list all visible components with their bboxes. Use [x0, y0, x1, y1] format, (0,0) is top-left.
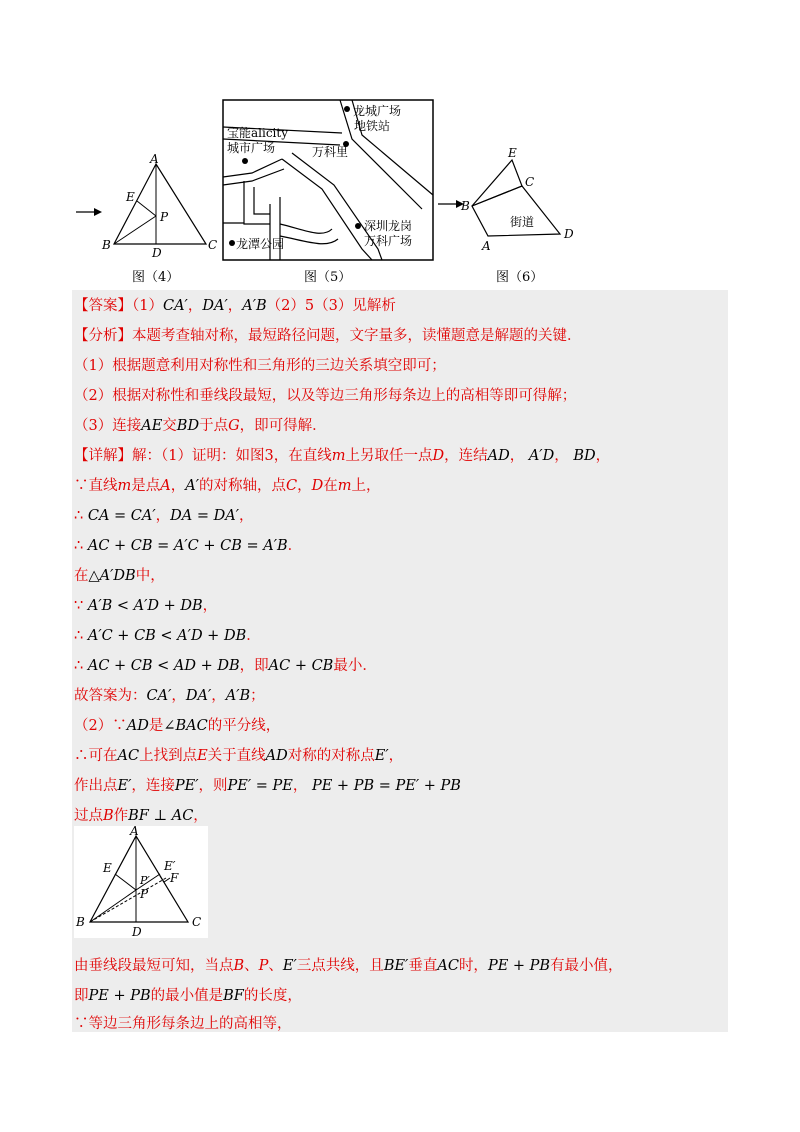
fig6-label-street: 街道 — [510, 215, 535, 229]
map-label-longcheng: 龙城广场 — [353, 104, 402, 118]
ineq-line-3: ∴ AC + CB < AD + DB，即AC + CB最小． — [74, 658, 377, 674]
hint-3: （3）连接AE交BD于点G，即可得解． — [74, 418, 327, 434]
fig4-label-a: A — [150, 152, 159, 166]
map-label-vanke-li: 万科里 — [312, 145, 349, 159]
fig7-label-f: F — [170, 871, 179, 885]
fig6-label-b: B — [461, 199, 470, 213]
answer-tag: 【答案】 — [74, 298, 132, 314]
fig6-label-a: A — [482, 239, 491, 253]
fig4-label-e: E — [126, 190, 135, 204]
fig7-label-d: D — [132, 925, 142, 939]
fig4-caption: 图（4） — [132, 270, 180, 285]
triangle-line: 在△A′DB中， — [74, 568, 165, 584]
fig7-label-p: P — [140, 887, 149, 901]
fig4-label-c: C — [208, 238, 218, 252]
figure-6-quad — [462, 146, 592, 258]
eq-line-2: ∴ AC + CB = A′C + CB = A′B． — [74, 538, 303, 554]
analysis-tag: 【分析】 — [74, 328, 132, 344]
part2-line-2: ∴可在AC上找到点E关于直线AD对称的对称点E′， — [74, 748, 404, 764]
fig7-label-a: A — [130, 824, 139, 838]
fig7-label-e: E — [103, 861, 112, 875]
figure-5-map — [222, 99, 434, 261]
fig4-label-b: B — [102, 238, 111, 252]
fig4-label-p: P — [160, 210, 169, 224]
fig7-label-c: C — [192, 915, 202, 929]
hint-2: （2）根据对称性和垂线段最短，以及等边三角形每条边上的高相等即可得解； — [74, 388, 577, 404]
fig4-label-d: D — [152, 246, 162, 260]
because-line-1: ∵直线m是点A，A′的对称轴，点C，D在m上， — [74, 478, 381, 494]
detail-tag: 【详解】 — [74, 448, 132, 464]
map-label-shenzhen-1: 深圳龙岗 — [364, 219, 413, 233]
part2-line-4: 过点B作BF ⊥ AC， — [74, 808, 208, 824]
fig5-caption: 图（5） — [304, 270, 352, 285]
map-label-metro: 地铁站 — [354, 119, 391, 133]
figure-4-triangle — [100, 152, 222, 260]
fig7-label-b: B — [76, 915, 85, 929]
fig6-label-d: D — [564, 227, 574, 241]
final-answer-line: 故答案为：CA′，DA′，A′B； — [74, 688, 265, 704]
part2-line-6: 即PE + PB的最小值是BF的长度， — [74, 988, 302, 1004]
eq-line-1: ∴ CA = CA′，DA = DA′， — [74, 508, 254, 524]
ineq-line-2: ∴ A′C + CB < A′D + DB． — [74, 628, 261, 644]
hint-1: （1）根据题意利用对称性和三角形的三边关系填空即可； — [74, 358, 446, 374]
map-label-baoneng-2: 城市广场 — [227, 141, 276, 155]
map-label-shenzhen-2: 万科广场 — [364, 234, 413, 248]
fig6-label-c: C — [525, 175, 535, 189]
part2-line-1: （2）∵AD是∠BAC的平分线， — [74, 718, 281, 734]
fig7-label-ep: E′ — [164, 859, 176, 873]
part2-line-7: ∵等边三角形每条边上的高相等， — [74, 1016, 292, 1032]
figure-7-triangle — [74, 826, 208, 938]
answer-line: 【答案】（1）CA′，DA′，A′B（2）5（3）见解析 — [74, 298, 396, 314]
part2-line-5: 由垂线段最短可知，当点B、P、E′三点共线，且BE′垂直AC时，PE + PB有最小值， — [74, 958, 623, 974]
analysis-line: 【分析】本题考查轴对称，最短路径问题，文字量多，读懂题意是解题的关键． — [74, 328, 582, 344]
top-figures — [72, 96, 728, 286]
map-label-baoneng-1: 宝能alicity — [227, 126, 288, 140]
fig7-label-pp: P′ — [140, 874, 150, 887]
map-label-longtan: 龙潭公园 — [236, 237, 285, 251]
detail-line: 【详解】解：（1）证明：如图3，在直线m上另取任一点D，连结AD， A′D， BD， — [74, 448, 611, 464]
part2-line-3: 作出点E′，连接PE′，则PE′ = PE， PE + PB = PE′ + PB — [74, 778, 461, 794]
fig6-caption: 图（6） — [496, 270, 544, 285]
ineq-line-1: ∵ A′B < A′D + DB， — [74, 598, 218, 614]
fig6-label-e: E — [508, 146, 517, 160]
